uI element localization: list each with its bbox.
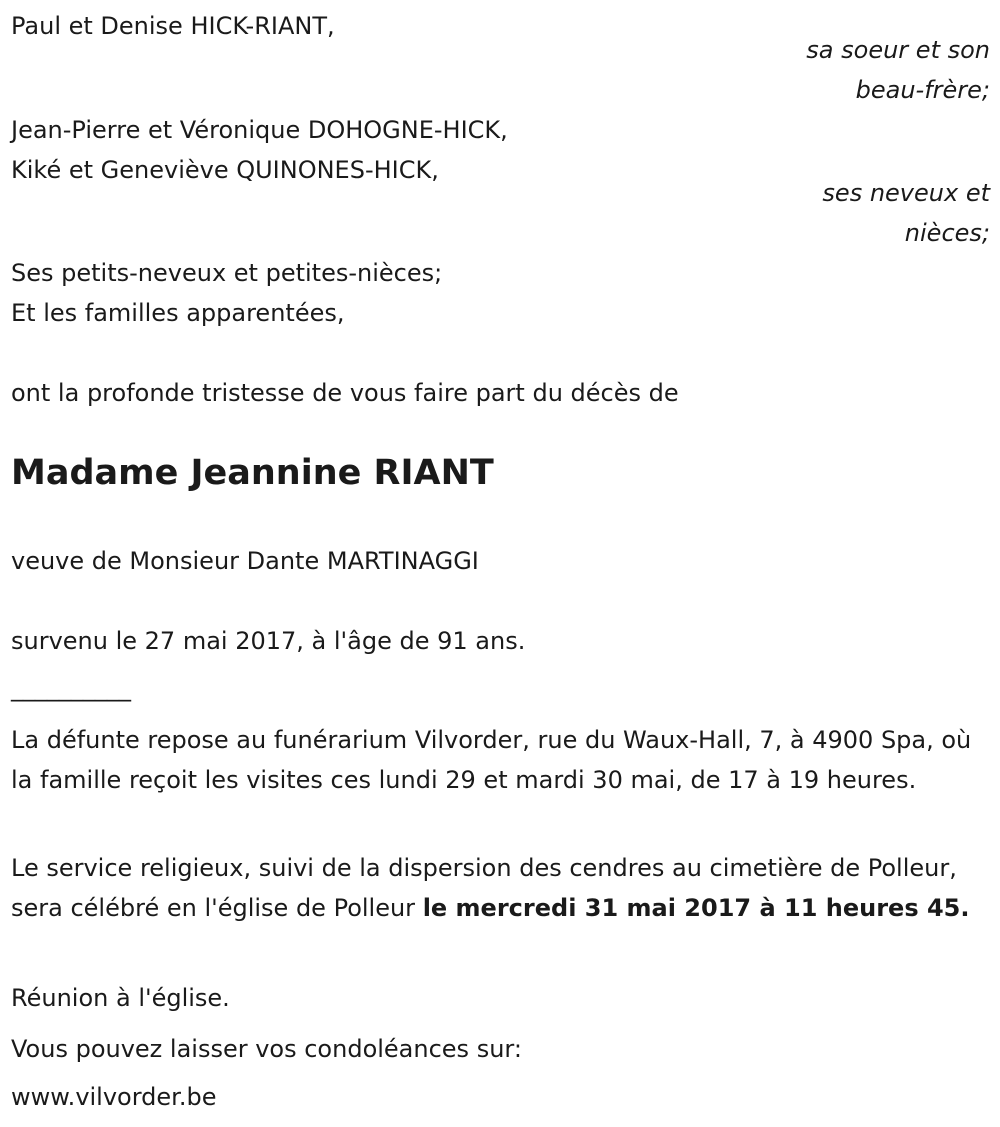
relation-sister-line2: beau-frère; <box>855 76 990 104</box>
widow-of-text: veuve de Monsieur Dante MARTINAGGI <box>11 547 479 575</box>
family-line-nephew2: Kiké et Geneviève QUINONES-HICK, <box>11 156 439 184</box>
repose-paragraph: La défunte repose au funérarium Vilvorder, rue du Waux-Hall, 7, à 4900 Spa, où la famille reçoit les visites ces lundi 29 et mardi 30 mai, de 17 à 19 heures. <box>11 726 972 794</box>
family-line-sister: Paul et Denise HICK-RIANT, <box>11 12 335 40</box>
family-line-nephew1: Jean-Pierre et Véronique DOHOGNE-HICK, <box>11 116 508 144</box>
service-datetime: le mercredi 31 mai 2017 à 11 heures 45. <box>422 894 970 922</box>
relation-sister-line1: sa soeur et son <box>806 36 990 64</box>
death-info-text: survenu le 27 mai 2017, à l'âge de 91 ans. <box>11 627 526 655</box>
separator-line: __________ <box>11 674 131 702</box>
service-text: Le service religieux, suivi de la dispersion des cendres au cimetière de Polleur, sera célébré en l'église de Polleur <box>11 854 957 922</box>
service-paragraph <box>11 848 981 928</box>
condolences-text: Vous pouvez laisser vos condoléances sur: <box>11 1035 522 1063</box>
reunion-text: Réunion à l'église. <box>11 984 230 1012</box>
family-line-grandnephews: Ses petits-neveux et petites-nièces; <box>11 259 443 287</box>
relation-nephews-line1: ses neveux et <box>822 179 990 207</box>
relation-nephews-line2: nièces; <box>904 219 990 247</box>
family-line-relatives: Et les familles apparentées, <box>11 299 345 327</box>
deceased-name: Madame Jeannine RIANT <box>11 453 494 493</box>
announcement-text: ont la profonde tristesse de vous faire part du décès de <box>11 379 679 407</box>
website-link[interactable]: www.vilvorder.be <box>11 1083 217 1111</box>
